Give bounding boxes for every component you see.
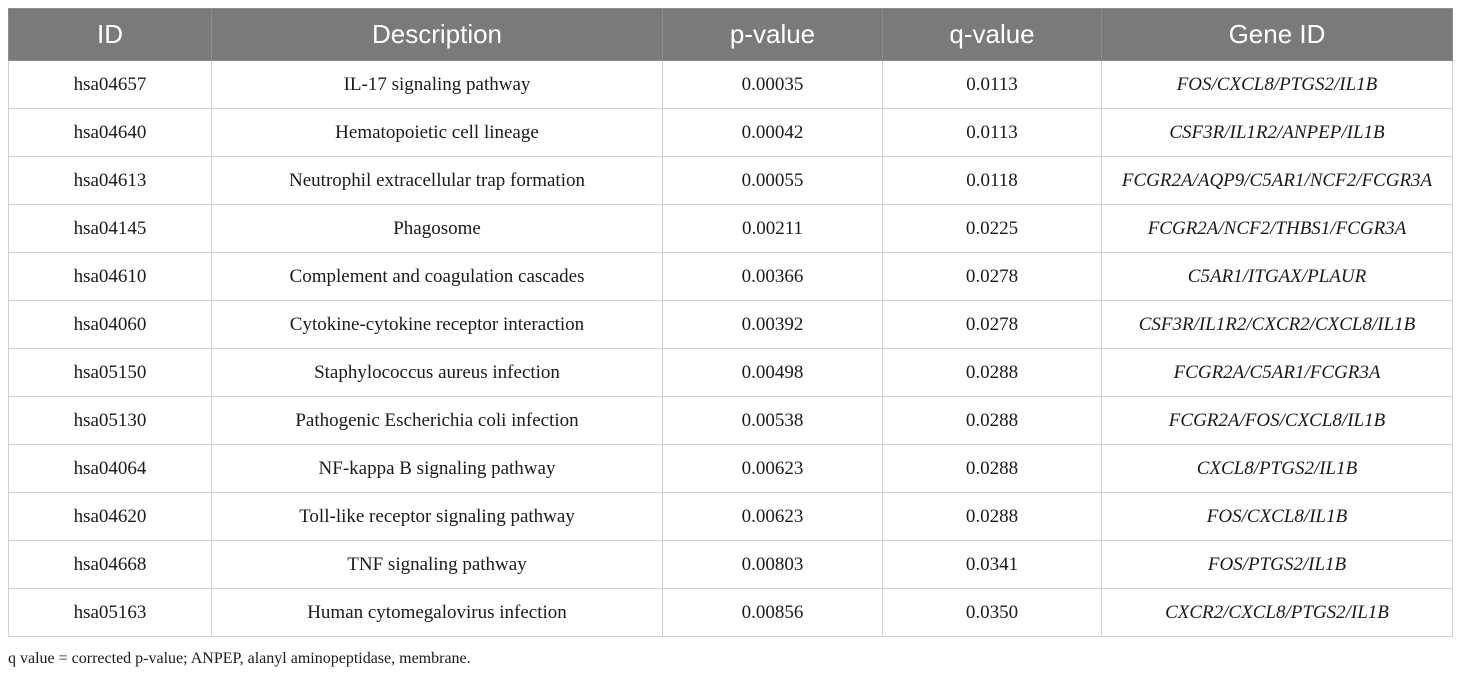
cell-description: IL-17 signaling pathway <box>212 61 663 109</box>
cell-id: hsa05163 <box>9 589 212 637</box>
cell-q-value: 0.0350 <box>883 589 1102 637</box>
cell-id: hsa04620 <box>9 493 212 541</box>
cell-p-value: 0.00623 <box>663 445 883 493</box>
cell-q-value: 0.0341 <box>883 541 1102 589</box>
cell-gene-id: FCGR2A/NCF2/THBS1/FCGR3A <box>1102 205 1453 253</box>
cell-description: Staphylococcus aureus infection <box>212 349 663 397</box>
cell-id: hsa05130 <box>9 397 212 445</box>
cell-q-value: 0.0278 <box>883 301 1102 349</box>
table-row <box>9 253 1453 301</box>
cell-p-value: 0.00035 <box>663 61 883 109</box>
table-row <box>9 349 1453 397</box>
cell-gene-id: FCGR2A/AQP9/C5AR1/NCF2/FCGR3A <box>1102 157 1453 205</box>
table-row <box>9 301 1453 349</box>
cell-q-value: 0.0288 <box>883 445 1102 493</box>
table-row <box>9 397 1453 445</box>
table-footnote: q value = corrected p-value; ANPEP, alanyl aminopeptidase, membrane. <box>8 650 471 667</box>
cell-id: hsa04640 <box>9 109 212 157</box>
cell-id: hsa04657 <box>9 61 212 109</box>
table-row <box>9 589 1453 637</box>
cell-id: hsa04145 <box>9 205 212 253</box>
cell-p-value: 0.00392 <box>663 301 883 349</box>
cell-description: Phagosome <box>212 205 663 253</box>
header-p-value: p-value <box>663 9 883 61</box>
cell-description: Complement and coagulation cascades <box>212 253 663 301</box>
cell-id: hsa04610 <box>9 253 212 301</box>
cell-description: Hematopoietic cell lineage <box>212 109 663 157</box>
header-description: Description <box>212 9 663 61</box>
pathway-table <box>8 8 1453 637</box>
cell-gene-id: FOS/CXCL8/PTGS2/IL1B <box>1102 61 1453 109</box>
cell-description: Human cytomegalovirus infection <box>212 589 663 637</box>
cell-id: hsa04064 <box>9 445 212 493</box>
cell-id: hsa05150 <box>9 349 212 397</box>
table-row <box>9 157 1453 205</box>
table-row <box>9 541 1453 589</box>
cell-gene-id: FCGR2A/FOS/CXCL8/IL1B <box>1102 397 1453 445</box>
cell-description: Neutrophil extracellular trap formation <box>212 157 663 205</box>
cell-p-value: 0.00042 <box>663 109 883 157</box>
header-q-value: q-value <box>883 9 1102 61</box>
cell-q-value: 0.0278 <box>883 253 1102 301</box>
table-container <box>8 8 1452 637</box>
cell-p-value: 0.00803 <box>663 541 883 589</box>
cell-id: hsa04613 <box>9 157 212 205</box>
cell-id: hsa04060 <box>9 301 212 349</box>
cell-q-value: 0.0288 <box>883 493 1102 541</box>
cell-description: NF-kappa B signaling pathway <box>212 445 663 493</box>
table-row <box>9 445 1453 493</box>
cell-gene-id: FCGR2A/C5AR1/FCGR3A <box>1102 349 1453 397</box>
cell-description: TNF signaling pathway <box>212 541 663 589</box>
table-row <box>9 493 1453 541</box>
cell-gene-id: FOS/CXCL8/IL1B <box>1102 493 1453 541</box>
cell-q-value: 0.0113 <box>883 61 1102 109</box>
cell-gene-id: CSF3R/IL1R2/ANPEP/IL1B <box>1102 109 1453 157</box>
header-gene-id: Gene ID <box>1102 9 1453 61</box>
cell-q-value: 0.0113 <box>883 109 1102 157</box>
cell-p-value: 0.00055 <box>663 157 883 205</box>
cell-description: Cytokine-cytokine receptor interaction <box>212 301 663 349</box>
cell-q-value: 0.0225 <box>883 205 1102 253</box>
cell-p-value: 0.00498 <box>663 349 883 397</box>
cell-p-value: 0.00366 <box>663 253 883 301</box>
cell-q-value: 0.0288 <box>883 397 1102 445</box>
cell-p-value: 0.00538 <box>663 397 883 445</box>
header-id: ID <box>9 9 212 61</box>
cell-gene-id: CSF3R/IL1R2/CXCR2/CXCL8/IL1B <box>1102 301 1453 349</box>
cell-p-value: 0.00623 <box>663 493 883 541</box>
cell-description: Pathogenic Escherichia coli infection <box>212 397 663 445</box>
table-row <box>9 109 1453 157</box>
table-header-row <box>9 9 1453 61</box>
cell-q-value: 0.0288 <box>883 349 1102 397</box>
cell-p-value: 0.00856 <box>663 589 883 637</box>
table-row <box>9 205 1453 253</box>
cell-p-value: 0.00211 <box>663 205 883 253</box>
cell-gene-id: CXCR2/CXCL8/PTGS2/IL1B <box>1102 589 1453 637</box>
cell-gene-id: FOS/PTGS2/IL1B <box>1102 541 1453 589</box>
cell-gene-id: C5AR1/ITGAX/PLAUR <box>1102 253 1453 301</box>
table-row <box>9 61 1453 109</box>
cell-gene-id: CXCL8/PTGS2/IL1B <box>1102 445 1453 493</box>
cell-q-value: 0.0118 <box>883 157 1102 205</box>
cell-id: hsa04668 <box>9 541 212 589</box>
cell-description: Toll-like receptor signaling pathway <box>212 493 663 541</box>
